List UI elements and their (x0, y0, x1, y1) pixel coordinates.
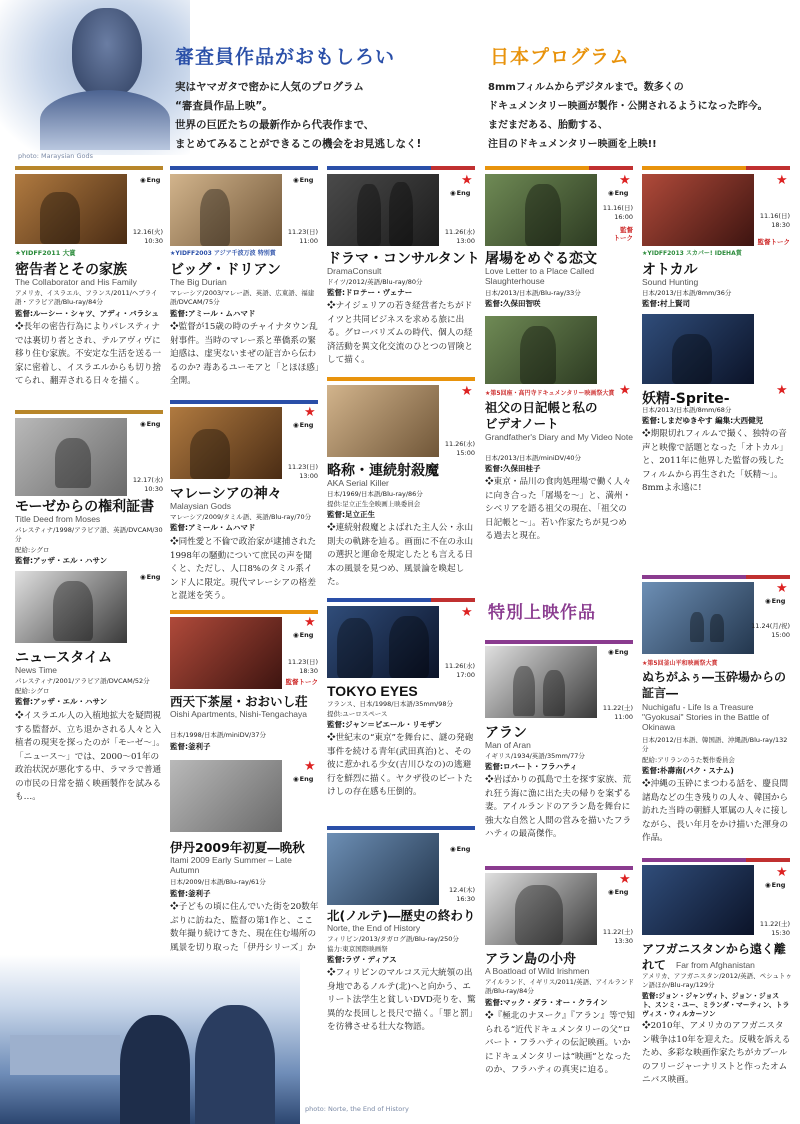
film-director: 監督:アッザ・エル・ハサン (15, 556, 108, 565)
photo-boat (10, 1035, 120, 1075)
eng-badge: ◉ Eng (140, 573, 160, 581)
film-description: ❖長年の密告行為によりパレスティナでは裏切り者とされ、テルアヴィヴに移り住む家族。不安定な生活を送る一家に密着し、イスラエルからも切り捨てられ、翻弄される日々を描く。 (15, 322, 162, 386)
film-description: ❖子どもの頃に住んでいた街を20数年ぶりに訪ねた、監督の第1作と、ここ数年撮り続けてきた、現在住む場所の風景を切り取った「伊丹シリーズ」か (170, 902, 319, 953)
film-title-en: Man of Aran (485, 740, 531, 750)
eng-badge: ◉ Eng (140, 176, 160, 184)
eng-badge: ◉ Eng (450, 189, 470, 197)
film-director: 監督:釜利子 (170, 742, 211, 751)
film-description: ❖『極北のナヌーク』『アラン』等で知られる“近代ドキュメンタリーの父”ロバート・フラハティの伝記映画。いかにドキュメンタリーは“映画”となったのか、フラハティの真実に迫る。 (485, 1011, 635, 1075)
film-director: 監督:村上賢司 (642, 299, 690, 308)
eng-badge: ◉ Eng (140, 420, 160, 428)
film-title-ja: 屠場をめぐる恋文 (485, 251, 597, 267)
photo-figure (120, 1015, 190, 1124)
film-director: 監督:アミール・ムハマド (170, 523, 256, 532)
star-icon: ★ (461, 173, 473, 188)
film-title-en: Norte, the End of History (327, 923, 421, 933)
award-label: ★YIDFF2013 スカパー! IDEHA賞 (642, 250, 742, 257)
film-title-ja: ビッグ・ドリアン (170, 262, 281, 278)
film-title-en: Itami 2009 Early Summer – Late Autumn (170, 855, 292, 875)
japan-intro-line: 注目のドキュメンタリー映画を上映!! (488, 139, 657, 150)
award-label: ★第5回釜山平和映画祭大賞 (642, 660, 718, 667)
film-title-ja-line2: れて (642, 958, 667, 972)
film-title-en: AKA Serial Killer (327, 478, 389, 488)
star-icon: ★ (461, 384, 473, 399)
card-bar (485, 166, 633, 170)
card-bar (15, 410, 163, 414)
film-description: ❖連続射殺魔とよばれた主人公・永山則夫の軌跡を辿る。画面に不在の永山の選択と運命を規定したとも言える日本の風景を見つめ、風景論を喚起した。 (327, 523, 474, 587)
film-meta: 日本/2013/日本語/8mm/36分 (642, 289, 732, 297)
film-credit: 協力:東京国際映画祭 (327, 945, 388, 953)
film-still-collaborator (15, 174, 127, 244)
special-section-title: 特別上映作品 (488, 603, 596, 623)
screening-date: 11.26(水) 17:00 (444, 662, 475, 679)
japan-intro-line: ドキュメンタリー映画が製作・公開されるようになった昨今。 (488, 101, 768, 112)
star-icon: ★ (304, 615, 316, 630)
film-description: ❖世紀末の“東京”を舞台に、謎の発砲事件を続ける青年(武田真治)と、その彼に惹かれる少女(吉川ひなの)の逃避行を鮮烈に描く。ヤクザ役のビートたけしの存在感も圧倒的。 (327, 733, 474, 797)
film-meta: 日本/1969/日本語/Blu-ray/86分 (327, 490, 423, 498)
film-still-boatload (485, 873, 597, 945)
film-still-tokyoeyes (327, 606, 439, 678)
award-label: ★第5回座・高円寺ドキュメンタリー映画祭大賞 (485, 390, 615, 397)
film-director: 監督:ルーシー・シャツ、アディ・バラシュ (15, 309, 159, 318)
screening-date: 11.22(土) 13:30 (602, 928, 633, 945)
film-still-otokaru (642, 174, 754, 246)
star-icon: ★ (619, 173, 631, 188)
film-still-grandfather (485, 316, 597, 384)
card-bar (170, 610, 318, 614)
film-title-en: DramaConsult (327, 266, 382, 276)
card-bar (327, 826, 475, 830)
card-bar (642, 166, 790, 170)
card-bar (327, 598, 475, 602)
japan-section-title: 日本プログラム (490, 46, 630, 68)
film-title-en: Title Deed from Moses (15, 514, 101, 524)
film-director: 監督:足立正生 (327, 510, 375, 519)
film-title-en: Far from Afghanistan (676, 960, 755, 970)
screening-date: 12.4(木) 16:30 (448, 886, 475, 903)
eng-badge: ◉ Eng (293, 176, 313, 184)
photo-figure-body (40, 90, 170, 150)
star-icon: ★ (619, 383, 631, 398)
film-title-ja-line2: 証言― (642, 686, 679, 700)
film-meta: 日本/2013/日本語/Blu-ray/33分 (485, 289, 581, 297)
screening-date: 11.26(水) 13:00 (444, 228, 475, 245)
screening-date: 11.22(土) 11:00 (602, 704, 633, 721)
film-title-ja: 北(ノルテ)―歴史の終わり (327, 908, 476, 923)
film-title-en: Nuchigafu - Life Is a Treasure "Gyokusai" Stories in the Battle of Okinawa (642, 702, 769, 732)
film-meta: フランス、日本/1998/日本語/35mm/98分 (327, 700, 454, 708)
film-title-en: The Collaborator and His Family (15, 277, 137, 287)
director-talk-badge: 監督トーク (757, 238, 790, 246)
star-icon: ★ (776, 173, 788, 188)
film-still-aran (485, 646, 597, 718)
jury-intro-line: 世界の巨匠たちの最新作から代表作まで、 (175, 119, 375, 131)
film-still-loveletter (485, 174, 597, 246)
film-meta: イギリス/1934/英語/35mm/77分 (485, 752, 585, 760)
screening-date: 11.16(日) 16:00 (602, 204, 633, 221)
screening-date: 11.26(水) 15:00 (444, 440, 475, 457)
film-meta: 日本/2013/日本語/8mm/68分 (642, 406, 732, 414)
film-meta: ドイツ/2012/英語/Blu-ray/80分 (327, 278, 423, 286)
film-meta: アメリカ、アフガニスタン/2012/英語、ペシュトゥン語ほか/Blu-ray/129分 (642, 972, 792, 989)
film-director: 監督:ラヴ・ディアス (327, 955, 397, 964)
film-title-ja: TOKYO EYES (327, 683, 418, 699)
director-talk-badge: 監督 トーク (613, 226, 633, 242)
film-distributor: 配給:シグロ (15, 546, 50, 554)
eng-badge: ◉ Eng (765, 597, 785, 605)
star-icon: ★ (304, 405, 316, 420)
film-title-ja: 略称・連続射殺魔 (327, 463, 439, 479)
film-title-en: Grandfather's Diary and My Video Note (485, 432, 633, 442)
film-title-en: The Big Durian (170, 277, 227, 287)
card-bar (485, 866, 633, 870)
photo-credit-footer: photo: Norte, the End of History (305, 1105, 409, 1113)
screening-date: 11.16(日) 18:30 (759, 212, 790, 229)
card-bar (327, 166, 475, 170)
film-meta: パレスティナ/1998/アラビア語、英語/DVCAM/30分 (15, 526, 163, 543)
film-director: 監督:しまだゆきやす 編集:大西健児 (642, 416, 764, 425)
film-title-en: A Boatload of Wild Irishmen (485, 966, 590, 976)
film-description: ❖イスラエル人の入植地拡大を疑問視する監督が、立ち退かされる人々と入植者の現実を探ったのが「モーゼ〜」。「ニュース〜」では、2000〜01年の政治状況が悪化する中、ラマラで普通の市民の日常を描く映画製作を試みるも…。 (15, 711, 165, 802)
film-still-titledeed (15, 418, 127, 496)
card-bar (170, 400, 318, 404)
film-title-ja: アラン島の小舟 (485, 952, 577, 967)
star-icon: ★ (776, 865, 788, 880)
card-bar (642, 858, 790, 862)
film-still-drama (327, 174, 439, 246)
film-director: 監督:釜利子 (170, 889, 211, 898)
film-credit: 提供:足立正生全映画上映委員会 (327, 500, 421, 508)
photo-figure (195, 1005, 275, 1124)
film-director: 監督:久保田智咲 (485, 299, 541, 308)
japan-intro-line: 8mmフィルムからデジタルまで。数多くの (488, 82, 684, 93)
film-title-en: News Time (15, 665, 58, 675)
film-title-en: Love Letter to a Place Called Slaughterhouse (485, 266, 595, 286)
film-title-ja: モーゼからの権利証書 (15, 499, 155, 515)
film-credit: 提供:ユーロスペース (327, 710, 388, 718)
film-still-durian (170, 174, 282, 246)
eng-badge: ◉ Eng (293, 775, 313, 783)
director-talk-badge: 監督トーク (285, 678, 318, 686)
film-title-ja: 西天下茶屋・おおいし荘 (170, 694, 308, 709)
film-director: 監督:アミール・ムハマド (170, 309, 256, 318)
film-description: ❖東京・品川の食肉処理場で働く人々に向き合った「屠場を〜」と、満州・シベリアを語る祖父の現在、「祖父の日記帳と〜」。若い作家たちが見つめる過去と現在。 (485, 477, 632, 541)
film-title-ja: 妖精-Sprite- (642, 391, 730, 407)
film-meta: マレーシア/2009/タミル語、英語/Blu-ray/70分 (170, 513, 312, 521)
japan-intro (488, 78, 798, 154)
film-description: ❖監督が15歳の時のチャイナタウン乱射事件。当時のマレー系と華僑系の緊迫感は、虚実ないまぜの証言から伝わるのか? 毒あるユーモアと「とほほ感」全開。 (170, 322, 320, 386)
film-title-ja: ドラマ・コンサルタント (327, 251, 480, 267)
film-title-ja: マレーシアの神々 (170, 486, 282, 502)
film-meta: 日本/2012/日本語、韓国語、沖縄語/Blu-ray/132分 (642, 736, 788, 753)
film-description: ❖岩ばかりの孤島で土を探す家族、荒れ狂う海に漁に出た夫の帰りを案ずる妻。アイルランドのアラン島を舞台に強大な自然と人間の営みを描いたフラハティの最高傑作。 (485, 775, 632, 839)
film-title-en: Malaysian Gods (170, 501, 231, 511)
star-icon: ★ (461, 605, 473, 620)
film-still-norte (327, 833, 439, 905)
screening-date: 11.23(日) 13:00 (287, 463, 318, 480)
jury-section-title: 審査員作品がおもしろい (175, 46, 396, 68)
screening-date: 11.23(日) 18:30 (287, 658, 318, 675)
film-still-afghanistan (642, 865, 754, 935)
japan-intro-line: まだまだある、胎動する、 (488, 120, 608, 131)
screening-date: 11.23(日) 11:00 (287, 228, 318, 245)
film-description: ❖期限切れフィルムで撮く、独特の音声と映像で話題となった「オトカル」と、2011年に他界した監督の残したフィルムから再生された「妖精〜」。8mmよ永遠に! (642, 429, 788, 493)
film-still-malaysian (170, 407, 282, 479)
film-title-ja: 密告者とその家族 (15, 262, 127, 278)
screening-date: 11.22(土) 15:30 (759, 920, 790, 937)
film-meta: 日本/1998/日本語/miniDV/37分 (170, 731, 266, 739)
screening-date: 11.24(月/祝) 15:00 (751, 622, 790, 639)
film-title-ja: 祖父の日記帳と私の (485, 400, 598, 415)
film-director: 監督:久保田桂子 (485, 464, 541, 473)
eng-badge: ◉ Eng (608, 648, 628, 656)
screening-date: 12.17(水) 10:30 (132, 476, 163, 493)
star-icon: ★ (304, 759, 316, 774)
film-title-ja: アフガニスタンから遠く離 (642, 942, 786, 956)
screening-date: 12.16(火) 10:30 (132, 228, 163, 245)
film-description: ❖ナイジェリアの若き経営者たちがドイツと共同ビジネスを求める旅に出る。グローバリズムの時代、個人の経済活動を異文化交流のひとつの冒険として描く。 (327, 301, 473, 365)
eng-badge: ◉ Eng (765, 881, 785, 889)
eng-badge: ◉ Eng (450, 845, 470, 853)
film-meta: 日本/2009/日本語/Blu-ray/61分 (170, 878, 266, 886)
eng-badge: ◉ Eng (293, 631, 313, 639)
film-meta: アイルランド、イギリス/2011/英語、アイルランド語/Blu-ray/84分 (485, 978, 635, 995)
film-director: 監督:マック・ダラ・オー・クライン (485, 998, 608, 1007)
film-still-sprite (642, 314, 754, 384)
film-title-ja: ニュースタイム (15, 650, 113, 666)
film-still-itami (170, 760, 282, 832)
film-director: 監督:ジョン・ジャンヴィト、ジョン・ジョスト、スンミ・ユー、ミランダ・マーティン、トラヴィス・ウィルカーソン (642, 992, 790, 1018)
photo-figure-face (72, 8, 142, 98)
film-still-serial (327, 385, 439, 457)
photo-credit-header: photo: Maraysian Gods (18, 152, 93, 160)
film-title-ja: 伊丹2009年初夏―晩秋 (170, 840, 305, 855)
film-distributor: 配給:シグロ (15, 687, 50, 695)
film-meta: 日本/2013/日本語/miniDV/40分 (485, 454, 581, 462)
eng-badge: ◉ Eng (608, 888, 628, 896)
jury-intro-line: まとめてみることができるこの機会をお見逃しなく! (175, 138, 422, 150)
film-meta: アメリカ、イスラエル、フランス/2011/ヘブライ語・アラビア語/Blu-ray/84分 (15, 289, 158, 306)
jury-intro (175, 78, 475, 154)
eng-badge: ◉ Eng (608, 189, 628, 197)
film-description: ❖フィリピンのマルコス元大統領の出身地であるノルテ(北)へと向かう、エリート法学生と貧しいDVD売りを、驚異的な長回しと長尺で描く。「罪と罰」を彷彿させる壮大な物語。 (327, 968, 476, 1032)
card-bar (170, 166, 318, 170)
film-title-en: Oishi Apartments, Nishi-Tengachaya (170, 709, 308, 719)
jury-intro-line: 実はヤマガタで密かに人気のプログラム (175, 81, 364, 93)
card-bar (327, 377, 475, 381)
header-photo (0, 0, 190, 155)
card-bar (642, 575, 790, 579)
star-icon: ★ (619, 872, 631, 887)
film-title-ja-line2: ビデオノート (485, 416, 559, 431)
award-label: ★YIDFF2003 アジア千波万波 特別賞 (170, 250, 276, 257)
film-meta: フィリピン/2013/タガログ語/Blu-ray/250分 (327, 935, 459, 943)
star-icon: ★ (776, 581, 788, 596)
film-director: 監督:アッザ・エル・ハサン (15, 697, 108, 706)
film-distributor: 配給:アリランのうた製作委員会 (642, 756, 735, 764)
film-director: 監督:ジャン＝ピエール・リモザン (327, 720, 443, 729)
eng-badge: ◉ Eng (293, 421, 313, 429)
film-title-ja: オトカル (642, 262, 698, 278)
award-label: ★YIDFF2011 大賞 (15, 249, 76, 257)
jury-intro-line: “審査員作品上映”。 (175, 100, 273, 112)
film-meta: パレスティナ/2001/アラビア語/DVCAM/52分 (15, 677, 150, 685)
film-description: ❖同性愛と不倫で政治家が逮捕された1998年の騒動について庶民の声を聞くと、ただし、人口8%のタミル系インド人に限定。現代マレーシアの格差と混迷を笑う。 (170, 537, 317, 601)
film-still-nuchigafu (642, 582, 754, 654)
film-meta: マレーシア/2003/マレー語、英語、広東語、福建語/DVCAM/75分 (170, 289, 315, 306)
film-director: 監督:朴壽南(パク・スナム) (642, 766, 734, 775)
film-title-ja: アラン (485, 725, 527, 741)
film-description: ❖沖縄の玉砕にまつわる話を、慶良間諸島などの生き残りの人々、韓国から訪れた当時の朝鮮人軍属の人々に接しながら、長い年月をかけ描いた渾身の作品。 (642, 779, 789, 843)
card-bar (485, 640, 633, 644)
footer-photo (0, 955, 300, 1124)
film-still-newstime (15, 571, 127, 643)
film-title-en: Sound Hunting (642, 277, 699, 287)
card-bar (15, 166, 163, 170)
star-icon: ★ (776, 383, 788, 398)
film-description: ❖2010年、アメリカのアフガニスタン戦争は10年を迎えた。反戦を訴えるため、多彩な映画作家たちがカブールのフリージャーナリストと作ったオムニバス映画。 (642, 1021, 791, 1085)
film-director: 監督:ドロテー・ヴェナー (327, 288, 413, 297)
film-director: 監督:ロバート・フラハティ (485, 762, 578, 771)
film-title-ja: ぬちがふぅ―玉砕場からの (642, 670, 787, 684)
